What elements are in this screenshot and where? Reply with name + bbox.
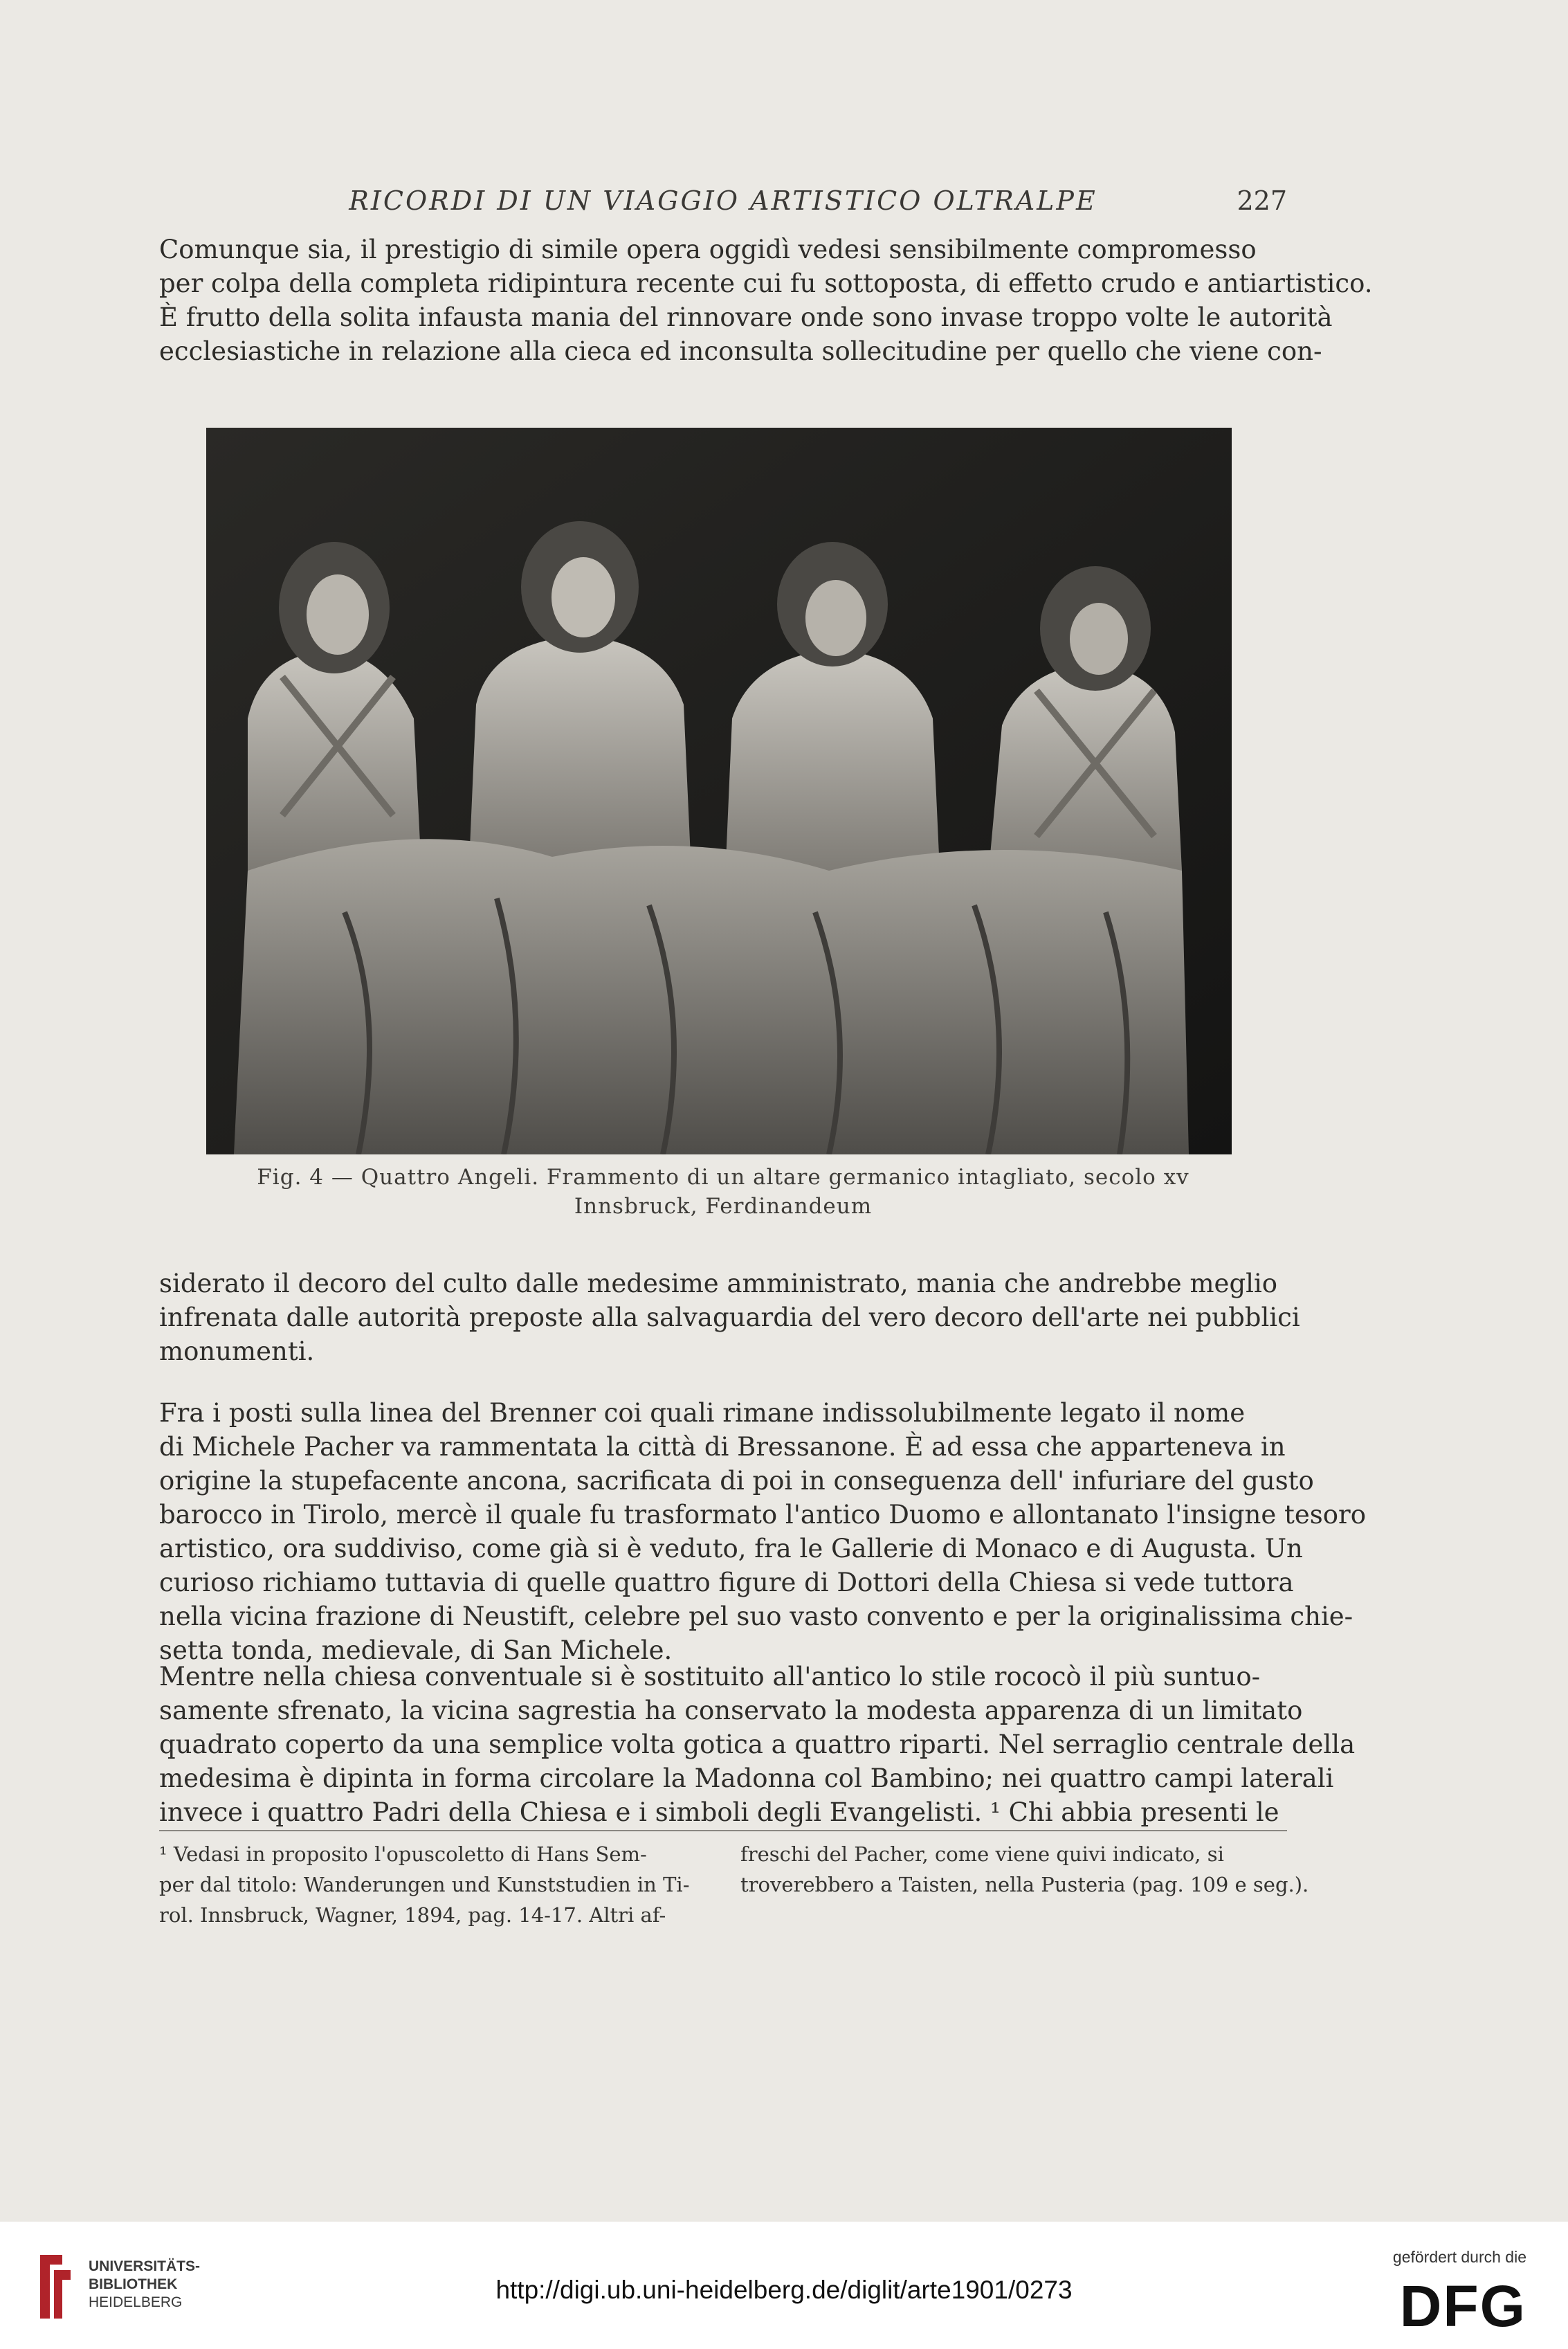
figure-caption-location: Innsbruck, Ferdinandeum <box>574 1194 873 1219</box>
running-title: RICORDI DI UN VIAGGIO ARTISTICO OLTRALPE <box>349 185 1097 216</box>
paragraph-2 <box>159 1267 1300 1368</box>
paragraph-1 <box>159 233 1373 368</box>
text-line: Mentre nella chiesa conventuale si è sostituito all'antico lo stile rococò il più suntuo- <box>159 1662 1261 1692</box>
text-line: È frutto della solita infausta mania del rinnovare onde sono invase troppo volte le autorità <box>159 302 1333 332</box>
text-line: monumenti. <box>159 1336 315 1366</box>
viewer-footer <box>0 2222 1568 2349</box>
footnote-line: freschi del Pacher, come viene quivi indicato, si <box>740 1842 1224 1866</box>
text-line: artistico, ora suddiviso, come già si è veduto, fra le Gallerie di Monaco e di Augusta. Un <box>159 1534 1303 1563</box>
text-line: setta tonda, medievale, di San Michele. <box>159 1635 673 1665</box>
text-line: siderato il decoro del culto dalle medesime amministrato, mania che andrebbe meglio <box>159 1269 1278 1298</box>
text-line: medesima è dipinta in forma circolare la Madonna col Bambino; nei quattro campi laterali <box>159 1763 1334 1793</box>
running-head <box>159 185 1287 220</box>
figure-photograph <box>206 428 1232 1154</box>
text-line: di Michele Pacher va rammentata la città di Bressanone. È ad essa che apparteneva in <box>159 1432 1286 1462</box>
permalink-url[interactable]: http://digi.ub.uni-heidelberg.de/diglit/arte1901/0273 <box>495 2276 1073 2304</box>
library-name-line: BIBLIOTHEK <box>89 2276 178 2292</box>
footnote-line: per dal titolo: Wanderungen und Kunststudien in Ti- <box>159 1873 690 1896</box>
angels-sculpture-image <box>206 428 1232 1154</box>
text-line: Comunque sia, il prestigio di simile opera oggidì vedesi sensibilmente compromesso <box>159 235 1257 264</box>
text-line: origine la stupefacente ancona, sacrificata di poi in conseguenza dell' infuriare del gusto <box>159 1466 1314 1496</box>
text-line: curioso richiamo tuttavia di quelle quattro figure di Dottori della Chiesa si vede tuttora <box>159 1568 1294 1597</box>
text-line: barocco in Tirolo, mercè il quale fu trasformato l'antico Duomo e allontanato l'insigne tesoro <box>159 1500 1366 1530</box>
text-line: Fra i posti sulla linea del Brenner coi quali rimane indissolubilmente legato il nome <box>159 1398 1246 1428</box>
footnote-column-right <box>740 1839 1309 1900</box>
footnotes <box>159 1839 1309 1936</box>
page-number: 227 <box>1237 185 1287 216</box>
library-name-line: UNIVERSITÄTS- <box>89 2258 201 2274</box>
text-line: invece i quattro Padri della Chiesa e i simboli degli Evangelisti. ¹ Chi abbia presenti le <box>159 1797 1279 1827</box>
text-line: infrenata dalle autorità preposte alla salvaguardia del vero decoro dell'arte nei pubblici <box>159 1303 1300 1332</box>
text-line: nella vicina frazione di Neustift, celebre pel suo vasto convento e per la originalissima chie- <box>159 1602 1353 1631</box>
footnote-line: ¹ Vedasi in proposito l'opuscoletto di Hans Sem- <box>159 1842 647 1866</box>
footnote-divider <box>159 1830 1287 1831</box>
library-name-line: HEIDELBERG <box>89 2294 183 2310</box>
sponsor-caption: gefördert durch die <box>1392 2248 1526 2266</box>
paragraph-4 <box>159 1660 1356 1829</box>
text-line: per colpa della completa ridipintura recente cui fu sottoposta, di effetto crudo e antiartistico. <box>159 269 1373 298</box>
text-line: samente sfrenato, la vicina sagrestia ha conservato la modesta apparenza di un limitato <box>159 1696 1303 1725</box>
footnote-line: troverebbero a Taisten, nella Pusteria (pag. 109 e seg.). <box>740 1873 1309 1896</box>
figure-caption: Fig. 4 — Quattro Angeli. Frammento di un altare germanico intagliato, secolo xv <box>257 1165 1189 1190</box>
text-line: ecclesiastiche in relazione alla cieca ed inconsulta sollecitudine per quello che viene con- <box>159 336 1322 366</box>
footnote-line: rol. Innsbruck, Wagner, 1894, pag. 14-17. Altri af- <box>159 1903 666 1927</box>
dfg-logo[interactable]: DFG <box>1399 2274 1526 2339</box>
footnote-column-left <box>159 1839 699 1930</box>
text-line: quadrato coperto da una semplice volta gotica a quattro riparti. Nel serraglio centrale della <box>159 1730 1356 1759</box>
paragraph-3 <box>159 1396 1366 1667</box>
